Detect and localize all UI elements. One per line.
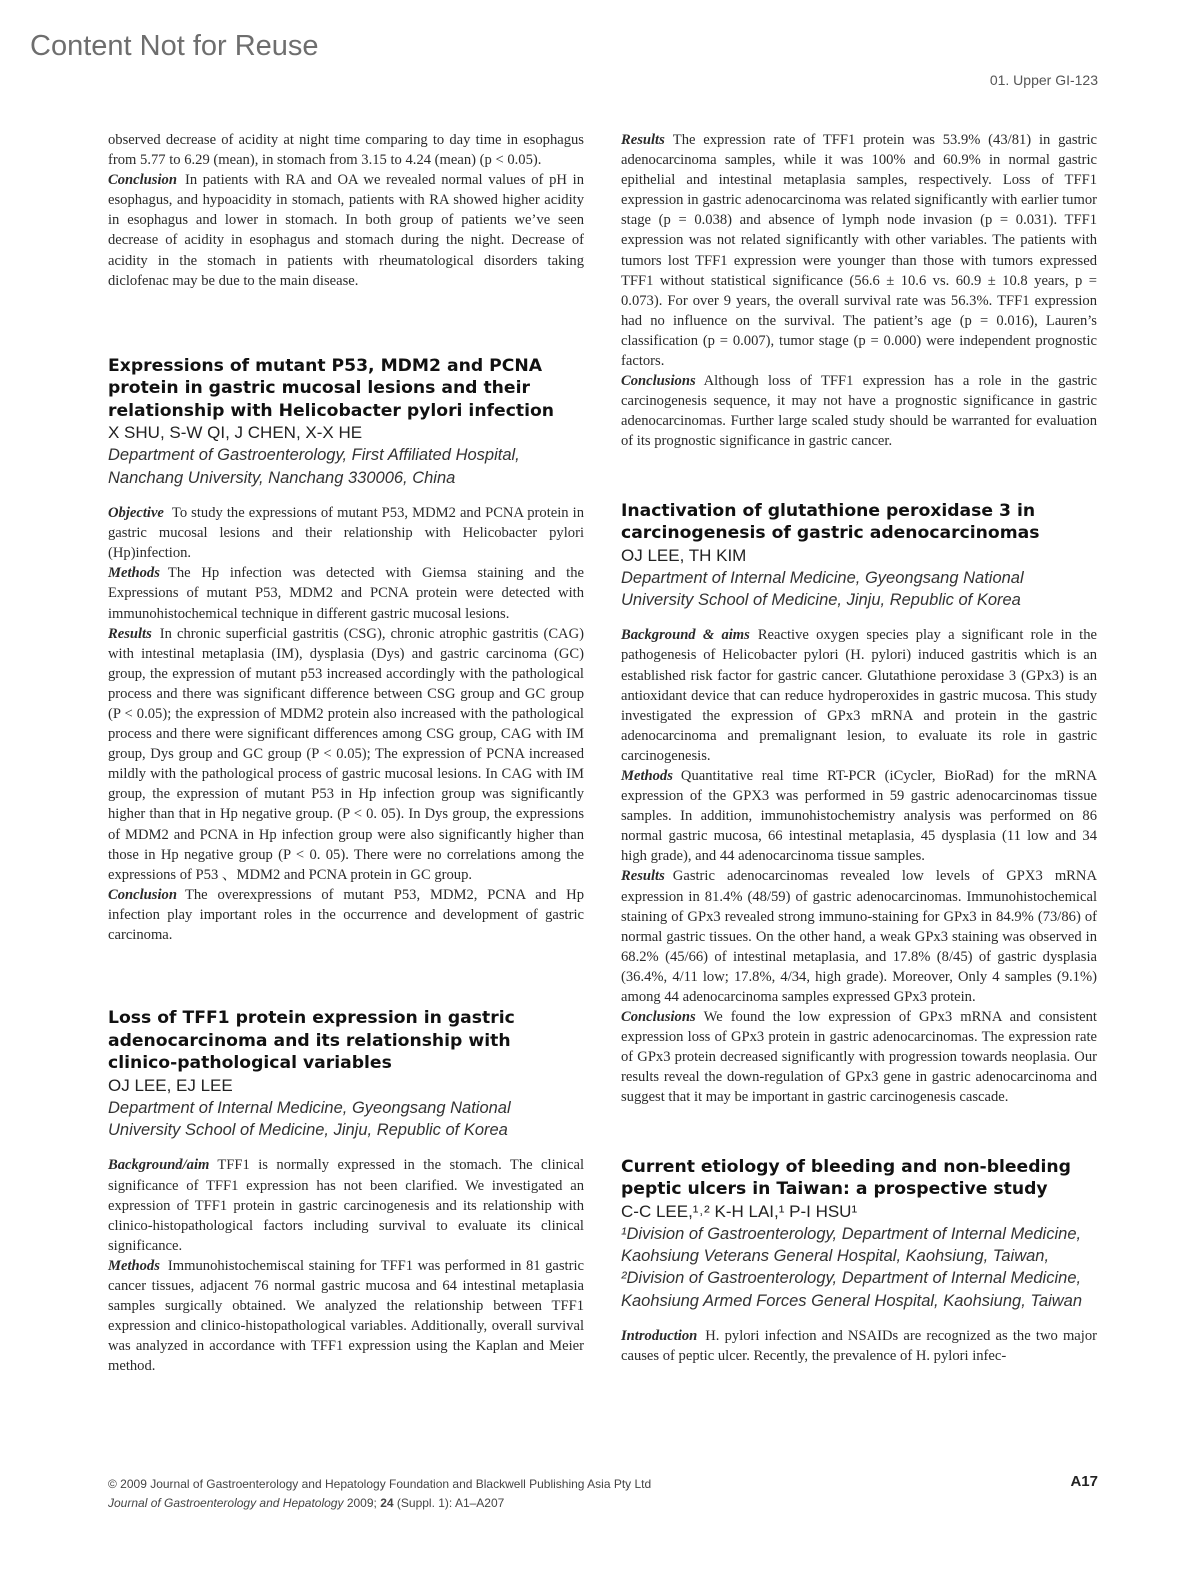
paragraph-text: The Hp infection was detected with Giemsa staining and the Expressions of mutant P53, MDM2 and PCNA protein were detected with immunohistochemical technique in different gastric mucosal lesions. xyxy=(108,565,584,622)
abstract-authors: C-C LEE,¹˒² K-H LAI,¹ P-I HSU¹ xyxy=(621,1201,858,1221)
page-number: A17 xyxy=(1070,1473,1098,1490)
abstract-authors: OJ LEE, TH KIM xyxy=(621,545,747,565)
right-column xyxy=(621,130,1097,1366)
abstract-paragraph xyxy=(108,1155,584,1255)
abstract-title: Inactivation of glutathione peroxidase 3 in carcinogenesis of gastric adenocarcinomas xyxy=(621,500,1040,543)
abstract-paragraph xyxy=(108,130,584,170)
abstract-affiliation: ¹Division of Gastroenterology, Department of Internal Medicine, Kaohsiung Veterans General Hospital, Kaohsiung, Taiwan, ²Division of Gastroenterology, Department of Internal Medicine, Kaohsiung Armed Forces General Hospital, Kaohsiung, Taiwan xyxy=(621,1224,1083,1310)
section-label: Background/aim xyxy=(108,1157,210,1174)
paragraph-text: Although loss of TFF1 expression has a role in the gastric carcinogenesis sequence, it may not have a prognostic significance in gastric adenocarcinomas. Further large scaled study should be warranted for evaluation of its prognostic significance in gastric cancer. xyxy=(621,373,1097,450)
citation-volume: 24 xyxy=(380,1496,394,1510)
abstract xyxy=(108,1007,584,1376)
abstract xyxy=(108,355,584,945)
section-label: Objective xyxy=(108,505,164,522)
section-label: Introduction xyxy=(621,1328,698,1345)
abstract-authors: OJ LEE, EJ LEE xyxy=(108,1075,233,1095)
abstract-paragraph xyxy=(108,885,584,945)
abstract xyxy=(621,500,1097,1108)
paragraph-text: The overexpressions of mutant P53, MDM2, PCNA and Hp infection play important roles in the occurrence and development of gastric carcinoma. xyxy=(108,886,584,944)
page-footer xyxy=(108,1475,651,1513)
section-label: Methods xyxy=(108,1257,160,1274)
section-label: Results xyxy=(108,625,152,642)
abstract-affiliation: Department of Gastroenterology, First Affiliated Hospital, Nanchang University, Nanchang 330006, China xyxy=(108,446,520,487)
paragraph-text: To study the expressions of mutant P53, MDM2 and PCNA protein in gastric mucosal lesions and their relationship with Helicobacter pylori (Hp)infection. xyxy=(108,505,584,562)
paragraph-text: observed decrease of acidity at night time comparing to day time in esophagus from 5.77 to 6.29 (mean), in stomach from 3.15 to 4.24 (mean) (p < 0.05). xyxy=(108,132,584,169)
abstract-paragraph xyxy=(108,503,584,563)
abstract-affiliation: Department of Internal Medicine, Gyeongsang National University School of Medicine, Jinju, Republic of Korea xyxy=(621,568,1024,609)
paragraph-text: Reactive oxygen species play a significant role in the pathogenesis of Helicobacter pylori (H. pylori) induced gastritis which is an established risk factor for gastric cancer. Glutathione peroxidase 3 (GPx3) is an antioxidant device that can reduce hydroperoxides in gastric mucosa. This study investigated the expression of GPx3 mRNA and protein in the gastric adenocarcinoma and premalignant lesion, to evaluate its role in gastric carcinogenesis. xyxy=(621,627,1097,764)
watermark: Content Not for Reuse xyxy=(30,30,319,62)
abstract xyxy=(621,1156,1097,1367)
paragraph-text: Immunohistochemiscal staining for TFF1 was performed in 81 gastric cancer tissues, adjacent 76 normal gastric mucosa and 64 intestinal metaplasia samples surgically obtained. We analyzed the relationship between TFF1 expression and clinico-histopathological variables. Additionally, overall survival was analyzed in accordance with TFF1 expression using the Kaplan and Meier method. xyxy=(108,1257,584,1375)
abstract-paragraph xyxy=(621,766,1097,866)
paragraph-text: The expression rate of TFF1 protein was 53.9% (43/81) in gastric adenocarcinoma samples, while it was 100% and 60.9% in normal gastric epithelial and intestinal metaplasia samples, respectively. Loss of TFF1 expression in gastric adenocarcinoma was related significantly with earlier tumor stage (p = 0.038) and absence of lymph node invasion (p = 0.031). TFF1 expression was not related significantly with other variables. The patients with tumors lost TFF1 expression were younger than those with tumors expressed TFF1 without statistical significance (56.6 ± 10.6 vs. 60.9 ± 10.8 years, p = 0.073). For over 9 years, the overall survival rate was 56.3%. TFF1 expression had no influence on the survival. The patient’s age (p = 0.016), Lauren’s classification (p = 0.007), tumor stage (p = 0.000) were independent prognostic factors. xyxy=(621,132,1097,370)
journal-citation xyxy=(108,1494,651,1513)
citation-year: 2009; xyxy=(346,1496,377,1510)
abstract-paragraph xyxy=(621,371,1097,451)
section-label: Conclusions xyxy=(621,1009,696,1026)
abstract-authors: X SHU, S-W QI, J CHEN, X-X HE xyxy=(108,423,363,443)
abstract-paragraph xyxy=(621,866,1097,1007)
abstract-paragraph xyxy=(108,170,584,291)
section-label: Methods xyxy=(108,565,160,582)
abstract-paragraph xyxy=(621,1007,1097,1107)
section-label: Conclusions xyxy=(621,373,696,390)
left-column xyxy=(108,130,584,1376)
abstract-title: Current etiology of bleeding and non-bleeding peptic ulcers in Taiwan: a prospective study xyxy=(621,1156,1071,1200)
section-label: Conclusion xyxy=(108,172,177,189)
abstract-paragraph xyxy=(621,625,1097,766)
paragraph-text: H. pylori infection and NSAIDs are recognized as the two major causes of peptic ulcer. Recently, the prevalence of H. pylori infec- xyxy=(621,1328,1097,1365)
abstract-paragraph xyxy=(621,130,1097,371)
section-label: Results xyxy=(621,132,665,148)
section-label: Results xyxy=(621,868,665,885)
abstract-title: Loss of TFF1 protein expression in gastric adenocarcinoma and its relationship with clinico-pathological variables xyxy=(108,1008,515,1074)
section-label: Conclusion xyxy=(108,886,177,903)
paragraph-text: We found the low expression of GPx3 mRNA and consistent expression loss of GPx3 protein in gastric adenocarcinomas. The expression rate of GPx3 protein decreased significantly with progression towards neoplasia. Our results reveal the down-regulation of GPx3 gene in gastric adenocarcinoma and suggest that it may be important in gastric carcinogenesis cascade. xyxy=(621,1009,1097,1106)
paragraph-text: In patients with RA and OA we revealed normal values of pH in esophagus, and hypoacidity in stomach, patients with RA showed higher acidity in esophagus and lower in stomach. In both group of patients we’ve seen decrease of acidity in esophagus and stomach during the night. Decrease of acidity in the stomach in patients with rheumatological disorders taking diclofenac may be due to the main disease. xyxy=(108,172,584,289)
abstract-paragraph xyxy=(621,1326,1097,1366)
abstract-paragraph xyxy=(108,624,584,885)
paragraph-text: Quantitative real time RT-PCR (iCycler, BioRad) for the mRNA expression of the GPX3 was performed in 59 gastric adenocarcinomas tissue samples. In addition, immunohistochemistry analysis was performed on 86 normal gastric mucosa, 66 intestinal metaplasia, 45 dysplasia (11 low and 34 high grade), and 44 adenocarcinoma tissue samples. xyxy=(621,767,1097,865)
abstract-paragraph xyxy=(108,1256,584,1377)
citation-rest: (Suppl. 1): A1–A207 xyxy=(396,1496,505,1510)
section-label: Background & aims xyxy=(621,627,750,644)
abstract-title: Expressions of mutant P53, MDM2 and PCNA protein in gastric mucosal lesions and their relationship with Helicobacter pylori infection xyxy=(108,355,555,421)
abstract-paragraph xyxy=(108,563,584,623)
paragraph-text: Gastric adenocarcinomas revealed low levels of GPX3 mRNA expression in 81.4% (48/59) of gastric adenocarcinomas. Immunohistochemical staining of GPx3 revealed strong immuno-staining for GPx3 in 84.9% (73/86) of normal gastric tissues. On the other hand, a weak GPx3 staining was observed in 68.2% (45/66) of intestinal metaplasia, and 17.8% (8/45) of gastric dysplasia (36.4%, 4/11 low; 17.8%, 4/34, high grade). Moreover, Only 4 samples (9.1%) among 44 adenocarcinoma samples expressed GPx3 protein. xyxy=(621,868,1097,1005)
section-reference: 01. Upper GI-123 xyxy=(989,72,1098,88)
paragraph-text: TFF1 is normally expressed in the stomach. The clinical significance of TFF1 expression has not been clarified. We investigated an expression of TFF1 protein in gastric carcinogenesis and its relationship with clinico-histopathological factors including survival to evaluate its clinical significance. xyxy=(108,1157,584,1254)
abstract-affiliation: Department of Internal Medicine, Gyeongsang National University School of Medicine, Jinju, Republic of Korea xyxy=(108,1098,511,1140)
paragraph-text: In chronic superficial gastritis (CSG), chronic atrophic gastritis (CAG) with intestinal metaplasia (IM), dysplasia (Dys) and gastric carcinoma (GC) group, the expression of mutant p53 increased accordingly with the pathological process and there was significant difference between CSG group and GC group (P < 0.05); the expression of MDM2 protein also increased with the pathological process and there were significant differences among CSG group, CAG with IM group, Dys group and GC group (P < 0.05); The expression of PCNA increased mildly with the pathological process of gastric mucosal lesions. In CAG with IM group, the expression of mutant P53 in Hp infection group was significantly higher than that in Hp negative group. (P < 0. 05). In Dys group, the expressions of MDM2 and PCNA in Hp infection group were also significantly higher than those in Hp negative group (P < 0. 05). There were no correlations among the expressions of P53 、MDM2 and PCNA protein in GC group. xyxy=(108,625,584,883)
section-label: Methods xyxy=(621,767,673,784)
citation-journal: Journal of Gastroenterology and Hepatology xyxy=(108,1496,344,1510)
copyright-notice: © 2009 Journal of Gastroenterology and Hepatology Foundation and Blackwell Publishing Asia Pty Ltd xyxy=(108,1477,652,1491)
